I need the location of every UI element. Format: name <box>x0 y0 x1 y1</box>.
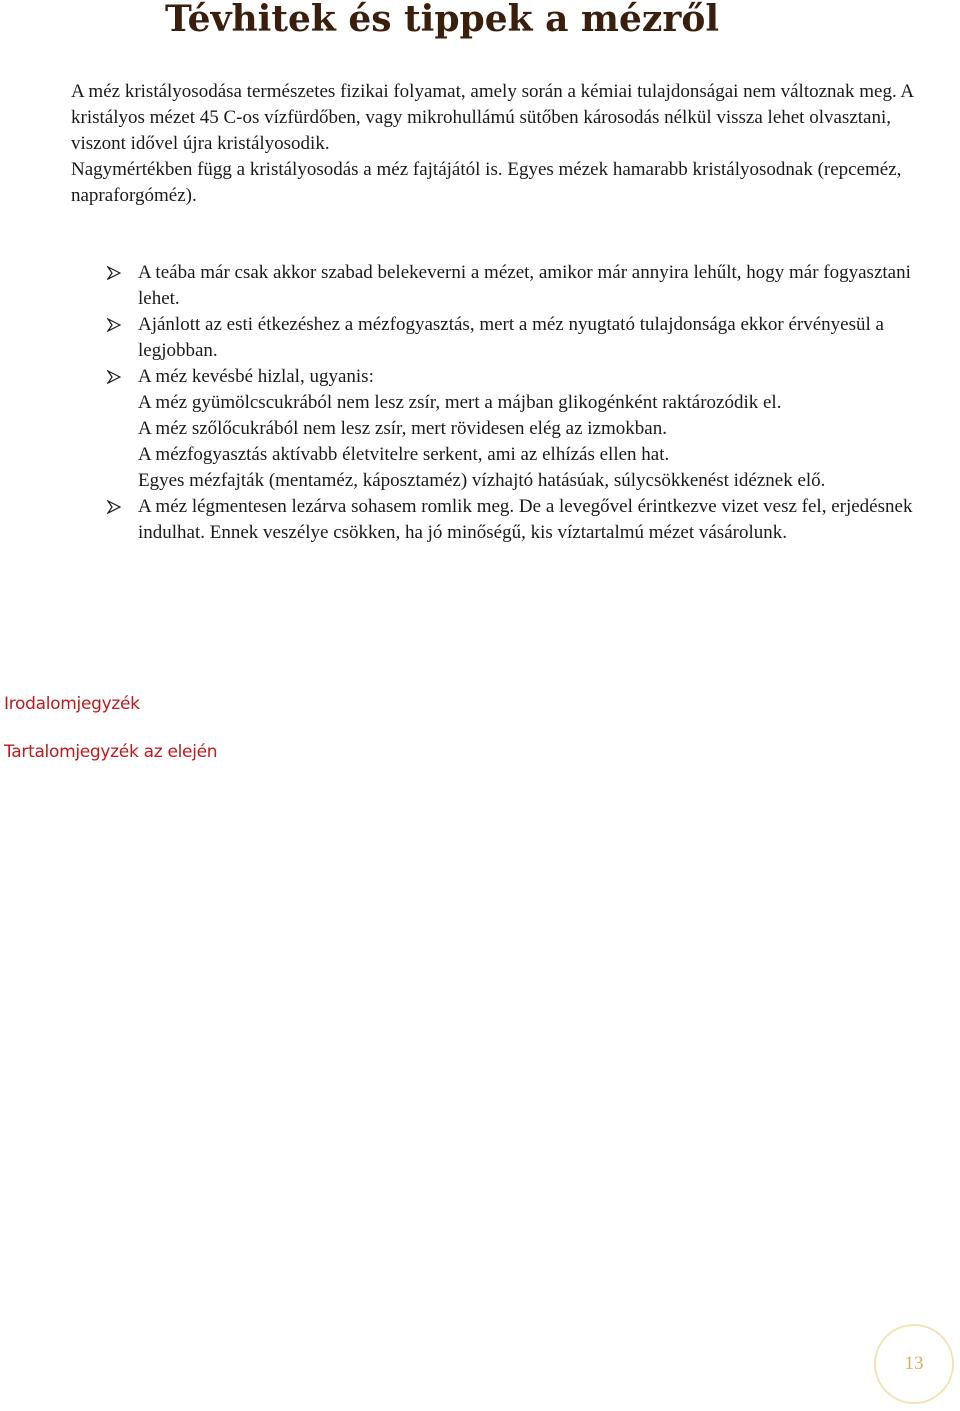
list-item-text: Ajánlott az esti étkezéshez a mézfogyasztás, mert a méz nyugtató tulajdonsága ekkor érvényesül a legjobban. <box>138 314 884 361</box>
arrowhead-bullet-icon <box>107 370 121 384</box>
irodalomjegyzek-link[interactable]: Irodalomjegyzék <box>4 694 140 714</box>
list-item-text: A teába már csak akkor szabad belekeverni a mézet, amikor már annyira lehűlt, hogy már fogyasztani lehet. <box>138 262 911 309</box>
list-item-subline: A mézfogyasztás aktívabb életvitelre serkent, ami az elhízás ellen hat. <box>138 444 670 465</box>
arrowhead-bullet-icon <box>107 318 121 332</box>
list-item-text: A méz kevésbé hizlal, ugyanis: <box>138 366 374 387</box>
intro-paragraph: A méz kristályosodása természetes fizikai folyamat, amely során a kémiai tulajdonságai nem változnak meg. A kristályos mézet 45 C-os vízfürdőben, vagy mikrohullámú sütőben károsodás nélkül vissza lehet olvasztani, viszont idővel újra kristályosodik. <box>71 81 914 154</box>
list-item <box>107 312 927 364</box>
intro-paragraph: Nagymértékben függ a kristályosodás a méz fajtájától is. Egyes mézek hamarabb kristályosodnak (repceméz, napraforgóméz). <box>71 159 902 206</box>
tips-list <box>107 260 927 546</box>
list-item <box>107 364 927 494</box>
arrowhead-bullet-icon <box>107 266 121 280</box>
list-item-subline: A méz gyümölcscukrából nem lesz zsír, mert a májban glikogénként raktározódik el. <box>138 392 782 413</box>
tartalomjegyzek-link[interactable]: Tartalomjegyzék az elején <box>4 742 218 762</box>
list-item-text: A méz légmentesen lezárva sohasem romlik meg. De a levegővel érintkezve vizet vesz fel, erjedésnek indulhat. Ennek veszélye csökken, ha jó minőségű, kis víztartalmú mézet vásárolunk. <box>138 496 913 543</box>
intro-paragraphs <box>71 79 931 209</box>
list-item <box>107 494 927 546</box>
list-item-subline: Egyes mézfajták (mentaméz, káposztaméz) vízhajtó hatásúak, súlycsökkenést idéznek elő. <box>138 470 826 491</box>
list-item <box>107 260 927 312</box>
page-number-badge <box>874 1324 954 1404</box>
page-number: 13 <box>904 1353 924 1374</box>
arrowhead-bullet-icon <box>107 500 121 514</box>
list-item-subline: A méz szőlőcukrából nem lesz zsír, mert rövidesen elég az izmokban. <box>138 418 667 439</box>
page-title: Tévhitek és tippek a mézről <box>165 0 720 40</box>
